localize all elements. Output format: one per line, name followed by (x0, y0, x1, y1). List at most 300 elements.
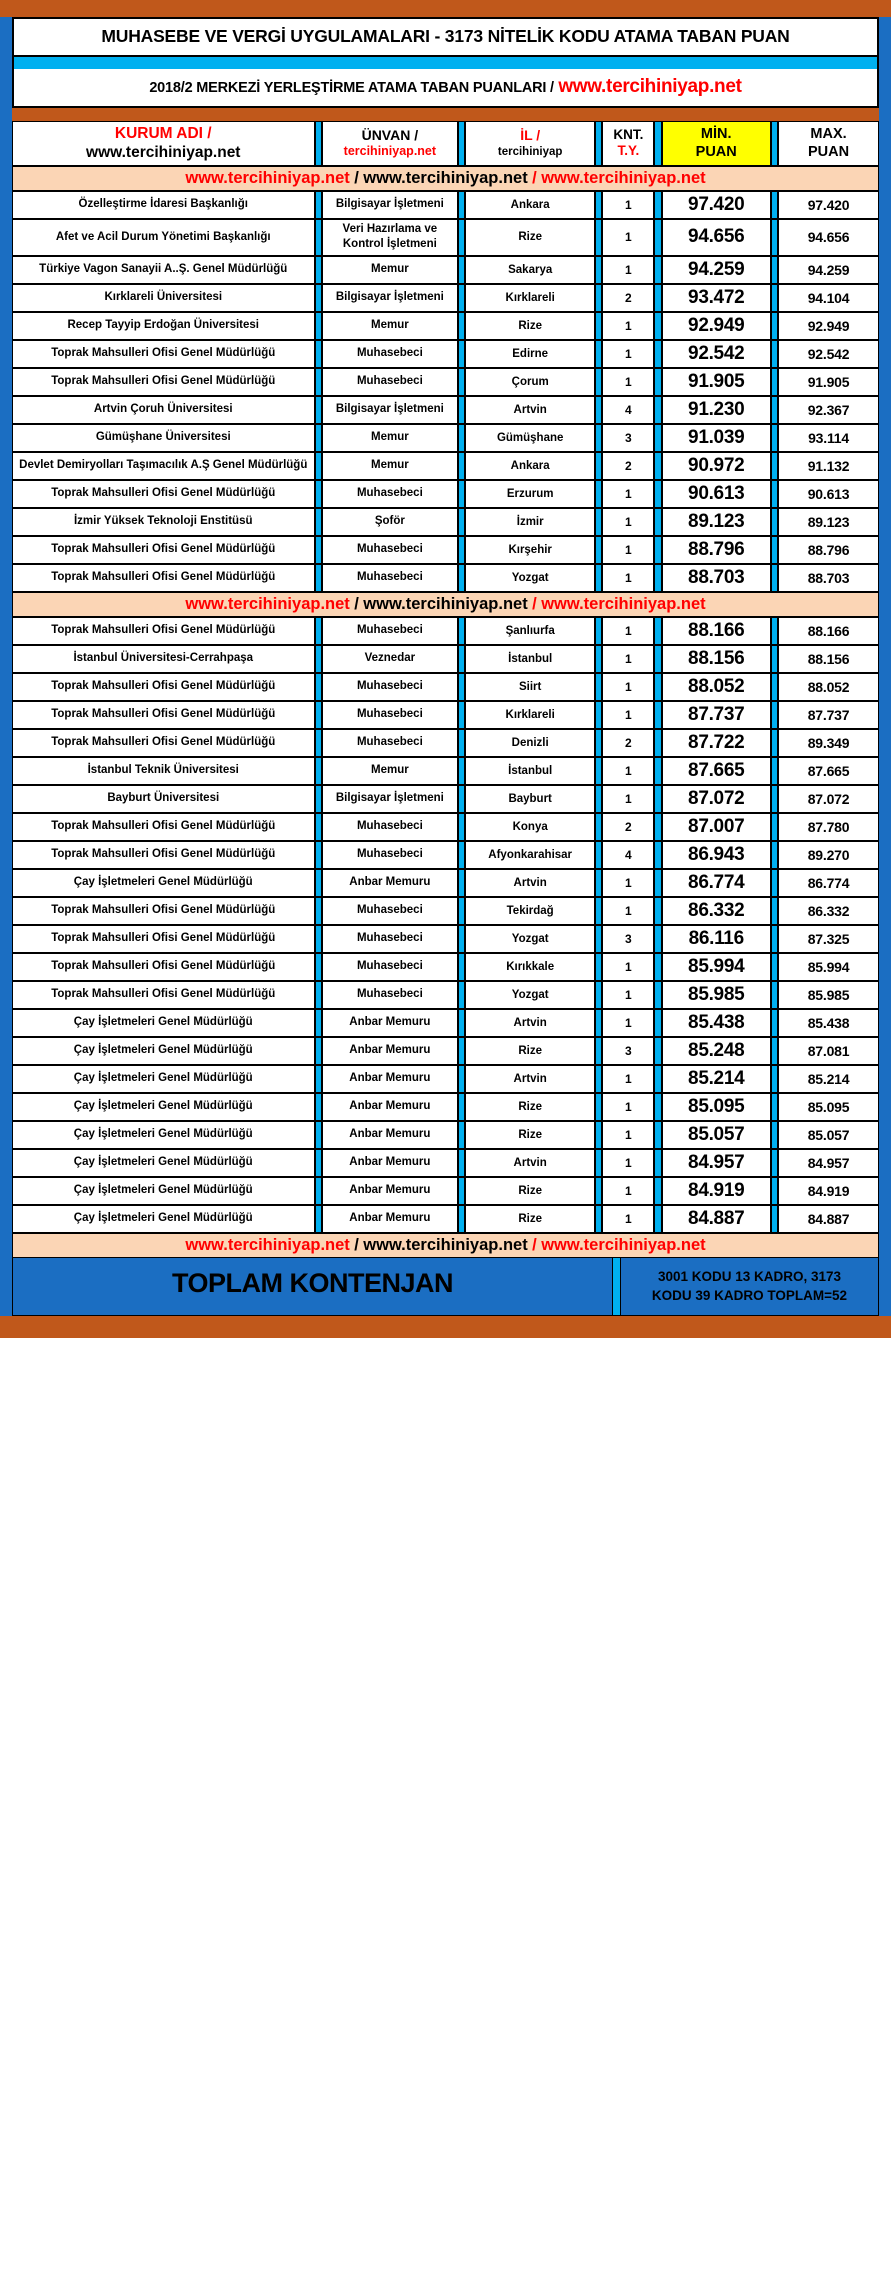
column-separator (595, 869, 602, 897)
column-separator (771, 617, 778, 645)
total-value-line2: KODU 39 KADRO TOPLAM=52 (651, 1288, 848, 1304)
column-separator (771, 480, 778, 508)
column-separator (771, 1037, 778, 1065)
column-separator (771, 219, 778, 256)
cell-max-puan: 85.994 (778, 953, 879, 981)
cell-unvan: Muhasebeci (322, 981, 458, 1009)
column-separator (315, 284, 322, 312)
column-separator (595, 925, 602, 953)
column-separator (315, 673, 322, 701)
table-row[interactable] (12, 729, 879, 757)
column-separator (654, 813, 661, 841)
column-separator (458, 340, 465, 368)
cell-min-puan: 86.774 (662, 869, 771, 897)
table-row[interactable] (12, 452, 879, 480)
column-separator (458, 1121, 465, 1149)
table-row[interactable] (12, 617, 879, 645)
column-separator (458, 312, 465, 340)
column-separator (654, 1065, 661, 1093)
cell-kurum: Toprak Mahsulleri Ofisi Genel Müdürlüğü (12, 564, 315, 592)
column-separator (654, 757, 661, 785)
column-separator (771, 1149, 778, 1177)
ad-banner-sep-1: / (354, 1235, 359, 1254)
column-separator (654, 841, 661, 869)
top-orange-band (0, 0, 891, 17)
ad-banner-row (12, 166, 879, 191)
column-separator (654, 284, 661, 312)
cell-min-puan: 91.039 (662, 424, 771, 452)
column-separator (771, 340, 778, 368)
cell-kontenjan: 1 (602, 617, 654, 645)
total-value (621, 1258, 878, 1315)
ad-banner-sep-2: / (532, 594, 537, 613)
table-row[interactable] (12, 673, 879, 701)
column-separator (315, 312, 322, 340)
table-row[interactable] (12, 981, 879, 1009)
column-separator (315, 813, 322, 841)
cell-il: Artvin (465, 396, 595, 424)
cell-unvan: Memur (322, 452, 458, 480)
table-row[interactable] (12, 284, 879, 312)
column-separator (771, 368, 778, 396)
column-separator (458, 452, 465, 480)
column-separator (771, 121, 778, 166)
cell-max-puan: 87.665 (778, 757, 879, 785)
column-separator (315, 869, 322, 897)
cell-kontenjan: 1 (602, 1065, 654, 1093)
max-header-line1: MAX. (810, 126, 847, 143)
cell-min-puan: 89.123 (662, 508, 771, 536)
cell-max-puan: 84.919 (778, 1177, 879, 1205)
cell-kontenjan: 1 (602, 953, 654, 981)
column-separator (458, 1177, 465, 1205)
cell-kurum: Gümüşhane Üniversitesi (12, 424, 315, 452)
cell-min-puan: 87.007 (662, 813, 771, 841)
cell-min-puan: 85.095 (662, 1093, 771, 1121)
cell-kontenjan: 1 (602, 673, 654, 701)
cell-unvan: Anbar Memuru (322, 869, 458, 897)
column-separator (315, 368, 322, 396)
column-separator (654, 645, 661, 673)
column-header-unvan (322, 121, 458, 166)
cell-kontenjan: 3 (602, 925, 654, 953)
cell-min-puan: 94.656 (662, 219, 771, 256)
cell-unvan: Muhasebeci (322, 340, 458, 368)
cell-min-puan: 88.166 (662, 617, 771, 645)
ad-banner-link-1[interactable]: www.tercihiniyap.net (185, 168, 350, 187)
column-separator (458, 191, 465, 219)
cell-unvan: Memur (322, 312, 458, 340)
cell-kontenjan: 4 (602, 841, 654, 869)
cell-max-puan: 87.780 (778, 813, 879, 841)
column-separator (458, 368, 465, 396)
cell-kontenjan: 1 (602, 564, 654, 592)
cell-kurum: Toprak Mahsulleri Ofisi Genel Müdürlüğü (12, 617, 315, 645)
table-row[interactable] (12, 564, 879, 592)
cell-max-puan: 87.081 (778, 1037, 879, 1065)
table-row[interactable] (12, 1205, 879, 1233)
cell-unvan: Muhasebeci (322, 368, 458, 396)
cell-kurum: Kırklareli Üniversitesi (12, 284, 315, 312)
cell-min-puan: 90.613 (662, 480, 771, 508)
table-row[interactable] (12, 953, 879, 981)
il-header-line2: tercihiniyap (497, 145, 563, 158)
column-separator (458, 869, 465, 897)
cell-kontenjan: 1 (602, 536, 654, 564)
cell-unvan: Muhasebeci (322, 925, 458, 953)
cell-kurum: Çay İşletmeleri Genel Müdürlüğü (12, 869, 315, 897)
ad-banner-link-2[interactable]: www.tercihiniyap.net (363, 594, 528, 613)
column-separator (315, 897, 322, 925)
cell-kontenjan: 2 (602, 452, 654, 480)
cell-unvan: Anbar Memuru (322, 1149, 458, 1177)
column-separator (654, 617, 661, 645)
cell-max-puan: 87.325 (778, 925, 879, 953)
cell-max-puan: 84.957 (778, 1149, 879, 1177)
knt-header-line1: KNT. (613, 126, 644, 142)
cell-il: Rize (465, 1177, 595, 1205)
cell-min-puan: 84.957 (662, 1149, 771, 1177)
cell-min-puan: 88.796 (662, 536, 771, 564)
column-separator (595, 312, 602, 340)
column-separator (771, 785, 778, 813)
column-separator (458, 645, 465, 673)
table-row[interactable] (12, 841, 879, 869)
cell-kontenjan: 1 (602, 757, 654, 785)
cell-kontenjan: 1 (602, 508, 654, 536)
column-separator (315, 219, 322, 256)
ad-banner-link-3[interactable]: www.tercihiniyap.net (541, 168, 706, 187)
column-separator (458, 729, 465, 757)
column-separator (315, 256, 322, 284)
ad-banner-link-1[interactable]: www.tercihiniyap.net (185, 594, 350, 613)
total-separator (613, 1258, 621, 1315)
table-row[interactable] (12, 1177, 879, 1205)
table-row[interactable] (12, 191, 879, 219)
cell-il: Ankara (465, 191, 595, 219)
table-row[interactable] (12, 424, 879, 452)
table-row[interactable] (12, 869, 879, 897)
column-separator (654, 1093, 661, 1121)
ad-banner-cell[interactable] (12, 166, 879, 191)
column-header-kurum (12, 121, 315, 166)
cell-il: Kırklareli (465, 701, 595, 729)
table-row[interactable] (12, 897, 879, 925)
cell-min-puan: 87.665 (662, 757, 771, 785)
cell-kurum: Toprak Mahsulleri Ofisi Genel Müdürlüğü (12, 813, 315, 841)
column-separator (771, 424, 778, 452)
column-separator (458, 1205, 465, 1233)
subtitle-text: 2018/2 MERKEZİ YERLEŞTİRME ATAMA TABAN PUANLARI / (149, 80, 554, 96)
table-row[interactable] (12, 256, 879, 284)
column-separator (595, 1037, 602, 1065)
ad-banner-link-3[interactable]: www.tercihiniyap.net (541, 594, 706, 613)
cell-unvan: Memur (322, 256, 458, 284)
ad-banner-link-3[interactable]: www.tercihiniyap.net (541, 1235, 706, 1254)
column-separator (654, 396, 661, 424)
cell-kurum: Toprak Mahsulleri Ofisi Genel Müdürlüğü (12, 536, 315, 564)
cell-max-puan: 89.270 (778, 841, 879, 869)
column-separator (771, 1205, 778, 1233)
column-separator (595, 981, 602, 1009)
column-separator (315, 480, 322, 508)
column-separator (315, 121, 322, 166)
subtitle-website-link[interactable]: www.tercihiniyap.net (558, 76, 742, 97)
table-row[interactable] (12, 1065, 879, 1093)
cell-unvan: Anbar Memuru (322, 1121, 458, 1149)
cell-min-puan: 93.472 (662, 284, 771, 312)
cell-unvan: Anbar Memuru (322, 1093, 458, 1121)
ad-banner-link-2[interactable]: www.tercihiniyap.net (363, 168, 528, 187)
cell-max-puan: 85.095 (778, 1093, 879, 1121)
column-separator (771, 508, 778, 536)
cell-unvan: Şoför (322, 508, 458, 536)
cell-max-puan: 88.052 (778, 673, 879, 701)
cell-kurum: Artvin Çoruh Üniversitesi (12, 396, 315, 424)
cell-kurum: Çay İşletmeleri Genel Müdürlüğü (12, 1009, 315, 1037)
table-row[interactable] (12, 925, 879, 953)
cell-kurum: Özelleştirme İdaresi Başkanlığı (12, 191, 315, 219)
cell-kurum: Çay İşletmeleri Genel Müdürlüğü (12, 1121, 315, 1149)
column-separator (595, 1205, 602, 1233)
cell-kontenjan: 1 (602, 645, 654, 673)
cell-max-puan: 86.332 (778, 897, 879, 925)
cell-kurum: Toprak Mahsulleri Ofisi Genel Müdürlüğü (12, 925, 315, 953)
cell-il: Afyonkarahisar (465, 841, 595, 869)
column-separator (654, 312, 661, 340)
column-separator (315, 424, 322, 452)
column-separator (595, 480, 602, 508)
table-row[interactable] (12, 396, 879, 424)
column-separator (771, 981, 778, 1009)
cell-il: Rize (465, 219, 595, 256)
column-separator (458, 757, 465, 785)
cell-min-puan: 92.949 (662, 312, 771, 340)
column-separator (458, 1149, 465, 1177)
cell-min-puan: 88.703 (662, 564, 771, 592)
column-separator (595, 121, 602, 166)
cell-il: Edirne (465, 340, 595, 368)
cell-kurum: Çay İşletmeleri Genel Müdürlüğü (12, 1205, 315, 1233)
table-row[interactable] (12, 312, 879, 340)
column-separator (595, 645, 602, 673)
column-separator (595, 368, 602, 396)
column-separator (771, 701, 778, 729)
cell-unvan: Anbar Memuru (322, 1205, 458, 1233)
cell-il: Yozgat (465, 564, 595, 592)
cell-il: Artvin (465, 869, 595, 897)
column-separator (771, 1093, 778, 1121)
column-separator (771, 897, 778, 925)
table-row[interactable] (12, 1093, 879, 1121)
cell-il: İstanbul (465, 645, 595, 673)
column-separator (458, 925, 465, 953)
cell-kontenjan: 1 (602, 1121, 654, 1149)
cell-min-puan: 85.248 (662, 1037, 771, 1065)
table-row[interactable] (12, 1121, 879, 1149)
ad-banner-sep-2: / (532, 1235, 537, 1254)
cell-min-puan: 84.887 (662, 1205, 771, 1233)
column-separator (315, 340, 322, 368)
table-row[interactable] (12, 219, 879, 256)
cell-max-puan: 91.132 (778, 452, 879, 480)
column-separator (315, 1177, 322, 1205)
column-separator (654, 219, 661, 256)
cell-il: Tekirdağ (465, 897, 595, 925)
cell-il: Kırşehir (465, 536, 595, 564)
cell-kurum: Toprak Mahsulleri Ofisi Genel Müdürlüğü (12, 673, 315, 701)
cell-kurum: İstanbul Teknik Üniversitesi (12, 757, 315, 785)
cell-unvan: Bilgisayar İşletmeni (322, 396, 458, 424)
cell-il: Denizli (465, 729, 595, 757)
column-separator (595, 1065, 602, 1093)
cell-kontenjan: 1 (602, 256, 654, 284)
cell-kontenjan: 1 (602, 1177, 654, 1205)
column-separator (315, 1093, 322, 1121)
column-separator (315, 1065, 322, 1093)
cell-min-puan: 88.156 (662, 645, 771, 673)
ad-banner-cell[interactable] (12, 592, 879, 617)
cell-max-puan: 93.114 (778, 424, 879, 452)
column-separator (771, 312, 778, 340)
column-separator (654, 536, 661, 564)
table-row[interactable] (12, 757, 879, 785)
column-separator (458, 1009, 465, 1037)
table-row[interactable] (12, 536, 879, 564)
column-header-min-puan (662, 121, 771, 166)
kurum-header-line2: www.tercihiniyap.net (86, 144, 241, 162)
cell-unvan: Anbar Memuru (322, 1037, 458, 1065)
cell-unvan: Bilgisayar İşletmeni (322, 191, 458, 219)
cell-il: Çorum (465, 368, 595, 396)
ad-banner-row (12, 1233, 879, 1258)
column-separator (595, 424, 602, 452)
cell-kurum: Toprak Mahsulleri Ofisi Genel Müdürlüğü (12, 340, 315, 368)
cell-il: Rize (465, 1093, 595, 1121)
column-separator (458, 536, 465, 564)
column-separator (595, 340, 602, 368)
cell-max-puan: 88.796 (778, 536, 879, 564)
cell-max-puan: 97.420 (778, 191, 879, 219)
table-row[interactable] (12, 645, 879, 673)
table-row[interactable] (12, 368, 879, 396)
cell-max-puan: 85.057 (778, 1121, 879, 1149)
column-separator (315, 841, 322, 869)
table-row[interactable] (12, 1037, 879, 1065)
table-row[interactable] (12, 813, 879, 841)
column-separator (458, 1093, 465, 1121)
cell-kurum: Devlet Demiryolları Taşımacılık A.Ş Genel Müdürlüğü (12, 452, 315, 480)
cell-min-puan: 87.737 (662, 701, 771, 729)
cell-unvan: Muhasebeci (322, 673, 458, 701)
column-separator (595, 841, 602, 869)
cell-max-puan: 85.214 (778, 1065, 879, 1093)
column-separator (315, 701, 322, 729)
min-header-line2: PUAN (695, 144, 737, 161)
cell-il: Gümüşhane (465, 424, 595, 452)
cell-il: Bayburt (465, 785, 595, 813)
table-row[interactable] (12, 508, 879, 536)
cell-min-puan: 85.057 (662, 1121, 771, 1149)
column-separator (458, 424, 465, 452)
cell-min-puan: 86.116 (662, 925, 771, 953)
table-row[interactable] (12, 1009, 879, 1037)
table-row[interactable] (12, 785, 879, 813)
table-row[interactable] (12, 480, 879, 508)
cell-kurum: Recep Tayyip Erdoğan Üniversitesi (12, 312, 315, 340)
cell-il: İzmir (465, 508, 595, 536)
column-header-kontenjan (602, 121, 654, 166)
column-separator (458, 284, 465, 312)
cell-max-puan: 85.438 (778, 1009, 879, 1037)
cell-unvan: Veznedar (322, 645, 458, 673)
cell-kurum: Çay İşletmeleri Genel Müdürlüğü (12, 1177, 315, 1205)
column-separator (458, 219, 465, 256)
table-row[interactable] (12, 340, 879, 368)
column-separator (458, 121, 465, 166)
column-separator (654, 191, 661, 219)
cell-max-puan: 89.349 (778, 729, 879, 757)
column-separator (771, 841, 778, 869)
cell-kurum: Toprak Mahsulleri Ofisi Genel Müdürlüğü (12, 368, 315, 396)
ad-banner-link-1[interactable]: www.tercihiniyap.net (185, 1235, 350, 1254)
column-separator (315, 981, 322, 1009)
cell-max-puan: 91.905 (778, 368, 879, 396)
cell-kontenjan: 3 (602, 424, 654, 452)
column-separator (654, 729, 661, 757)
page-subtitle (12, 69, 879, 108)
table-row[interactable] (12, 1149, 879, 1177)
column-separator (315, 925, 322, 953)
cell-kurum: Afet ve Acil Durum Yönetimi Başkanlığı (12, 219, 315, 256)
page-title-text: MUHASEBE VE VERGİ UYGULAMALARI - 3173 NİTELİK KODU ATAMA TABAN PUAN (101, 26, 790, 46)
column-separator (595, 1149, 602, 1177)
ad-banner-row (12, 592, 879, 617)
column-separator (654, 452, 661, 480)
column-separator (654, 256, 661, 284)
column-separator (771, 757, 778, 785)
column-separator (595, 191, 602, 219)
ad-banner-link-2[interactable]: www.tercihiniyap.net (363, 1235, 528, 1254)
column-separator (458, 617, 465, 645)
table-header (12, 121, 879, 166)
cell-il: Rize (465, 1121, 595, 1149)
cell-kontenjan: 1 (602, 219, 654, 256)
cell-unvan: Muhasebeci (322, 953, 458, 981)
cell-il: İstanbul (465, 757, 595, 785)
header-row (12, 121, 879, 166)
column-separator (595, 1009, 602, 1037)
column-separator (771, 284, 778, 312)
cell-max-puan: 89.123 (778, 508, 879, 536)
column-separator (315, 508, 322, 536)
column-separator (595, 219, 602, 256)
max-header-line2: PUAN (807, 144, 850, 161)
table-row[interactable] (12, 701, 879, 729)
cell-il: Konya (465, 813, 595, 841)
column-separator (595, 897, 602, 925)
column-separator (595, 564, 602, 592)
knt-header-line2: T.Y. (617, 143, 640, 159)
cell-max-puan: 88.156 (778, 645, 879, 673)
cell-min-puan: 86.943 (662, 841, 771, 869)
min-header-line1: MİN. (700, 126, 732, 143)
ad-banner-cell[interactable] (12, 1233, 879, 1258)
total-kontenjan-row (12, 1258, 879, 1316)
cell-kontenjan: 2 (602, 729, 654, 757)
cell-unvan: Muhasebeci (322, 729, 458, 757)
column-separator (458, 813, 465, 841)
